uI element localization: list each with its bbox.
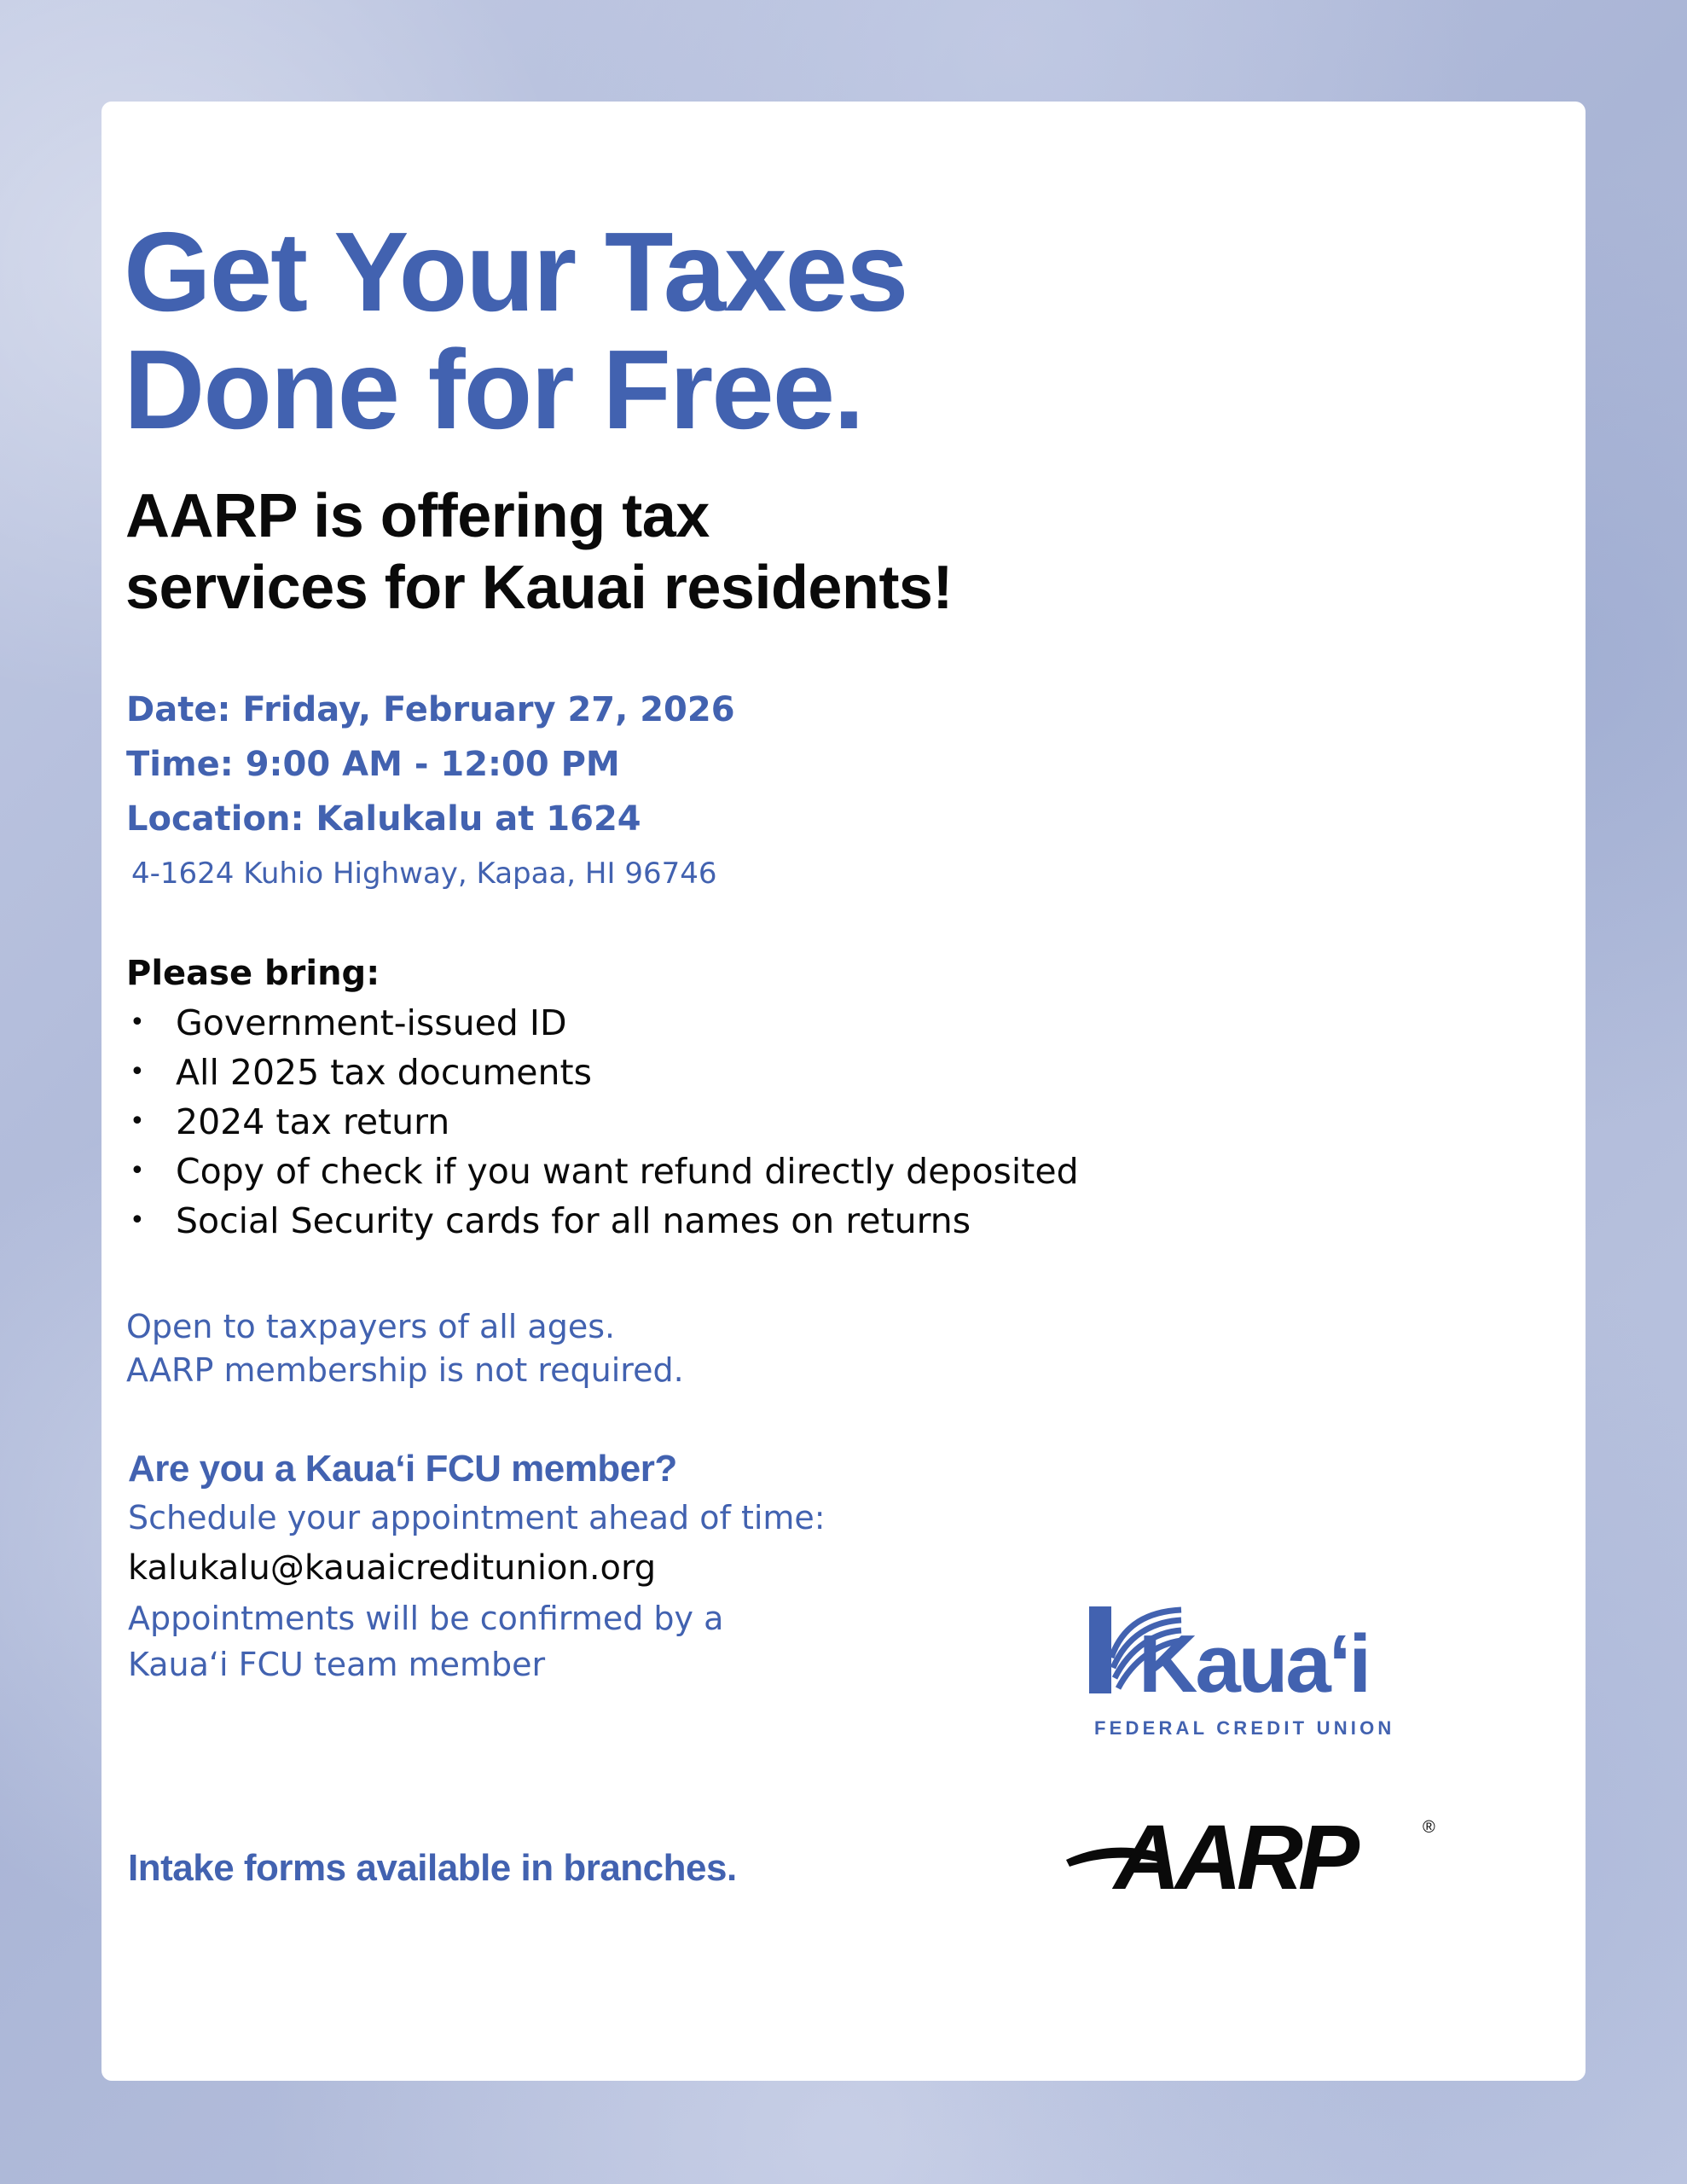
list-item (126, 1147, 1079, 1196)
list-item-label: Social Security cards for all names on returns (176, 1200, 971, 1241)
list-item (126, 1196, 1079, 1246)
kauai-fcu-logo (1089, 1606, 1422, 1743)
please-bring-title: Please bring: (126, 954, 380, 993)
schedule-text: Schedule your appointment ahead of time: (128, 1499, 826, 1536)
headline-line-2: Done for Free. (124, 327, 863, 452)
headline (124, 209, 907, 452)
subheadline-line-1: AARP is offering tax (125, 482, 710, 550)
list-item-label: Government-issued ID (176, 1002, 567, 1043)
kauai-tagline: FEDERAL CREDIT UNION (1094, 1717, 1395, 1739)
eligibility-note (126, 1305, 684, 1392)
bullet-icon: • (130, 1008, 145, 1037)
registered-mark: ® (1423, 1818, 1435, 1837)
intake-note: Intake forms available in branches. (128, 1847, 737, 1889)
subheadline (125, 480, 953, 624)
list-item (126, 1048, 1079, 1097)
kauai-wordmark: Kaua‘i (1139, 1618, 1370, 1710)
bullet-icon: • (130, 1205, 145, 1235)
event-date: Date: Friday, February 27, 2026 (126, 690, 735, 729)
aarp-logo (1064, 1810, 1444, 1896)
event-address: 4-1624 Kuhio Highway, Kapaa, HI 96746 (131, 857, 717, 891)
confirm-line-1: Appointments will be confirmed by a (128, 1600, 724, 1637)
list-item-label: 2024 tax return (176, 1101, 450, 1142)
eligibility-line-2: AARP membership is not required. (126, 1351, 684, 1389)
please-bring-list (126, 998, 1079, 1246)
aarp-wordmark: AARP (1114, 1810, 1355, 1896)
list-item (126, 1097, 1079, 1147)
list-item-label: All 2025 tax documents (176, 1052, 592, 1093)
member-question: Are you a Kaua‘i FCU member? (128, 1448, 677, 1490)
event-details (126, 682, 735, 901)
list-item-label: Copy of check if you want refund directly deposited (176, 1151, 1079, 1192)
contact-email-link[interactable]: kalukalu@kauaicreditunion.org (128, 1548, 657, 1588)
confirm-line-2: Kaua‘i FCU team member (128, 1646, 546, 1683)
member-section (128, 1443, 826, 1687)
list-item (126, 998, 1079, 1048)
event-time: Time: 9:00 AM - 12:00 PM (126, 745, 620, 784)
bullet-icon: • (130, 1156, 145, 1186)
bullet-icon: • (130, 1107, 145, 1136)
event-location: Location: Kalukalu at 1624 (126, 799, 641, 839)
bullet-icon: • (130, 1057, 145, 1087)
subheadline-line-2: services for Kauai residents! (125, 554, 953, 622)
please-bring-section (126, 949, 1079, 1246)
eligibility-line-1: Open to taxpayers of all ages. (126, 1308, 616, 1345)
headline-line-1: Get Your Taxes (124, 209, 907, 334)
